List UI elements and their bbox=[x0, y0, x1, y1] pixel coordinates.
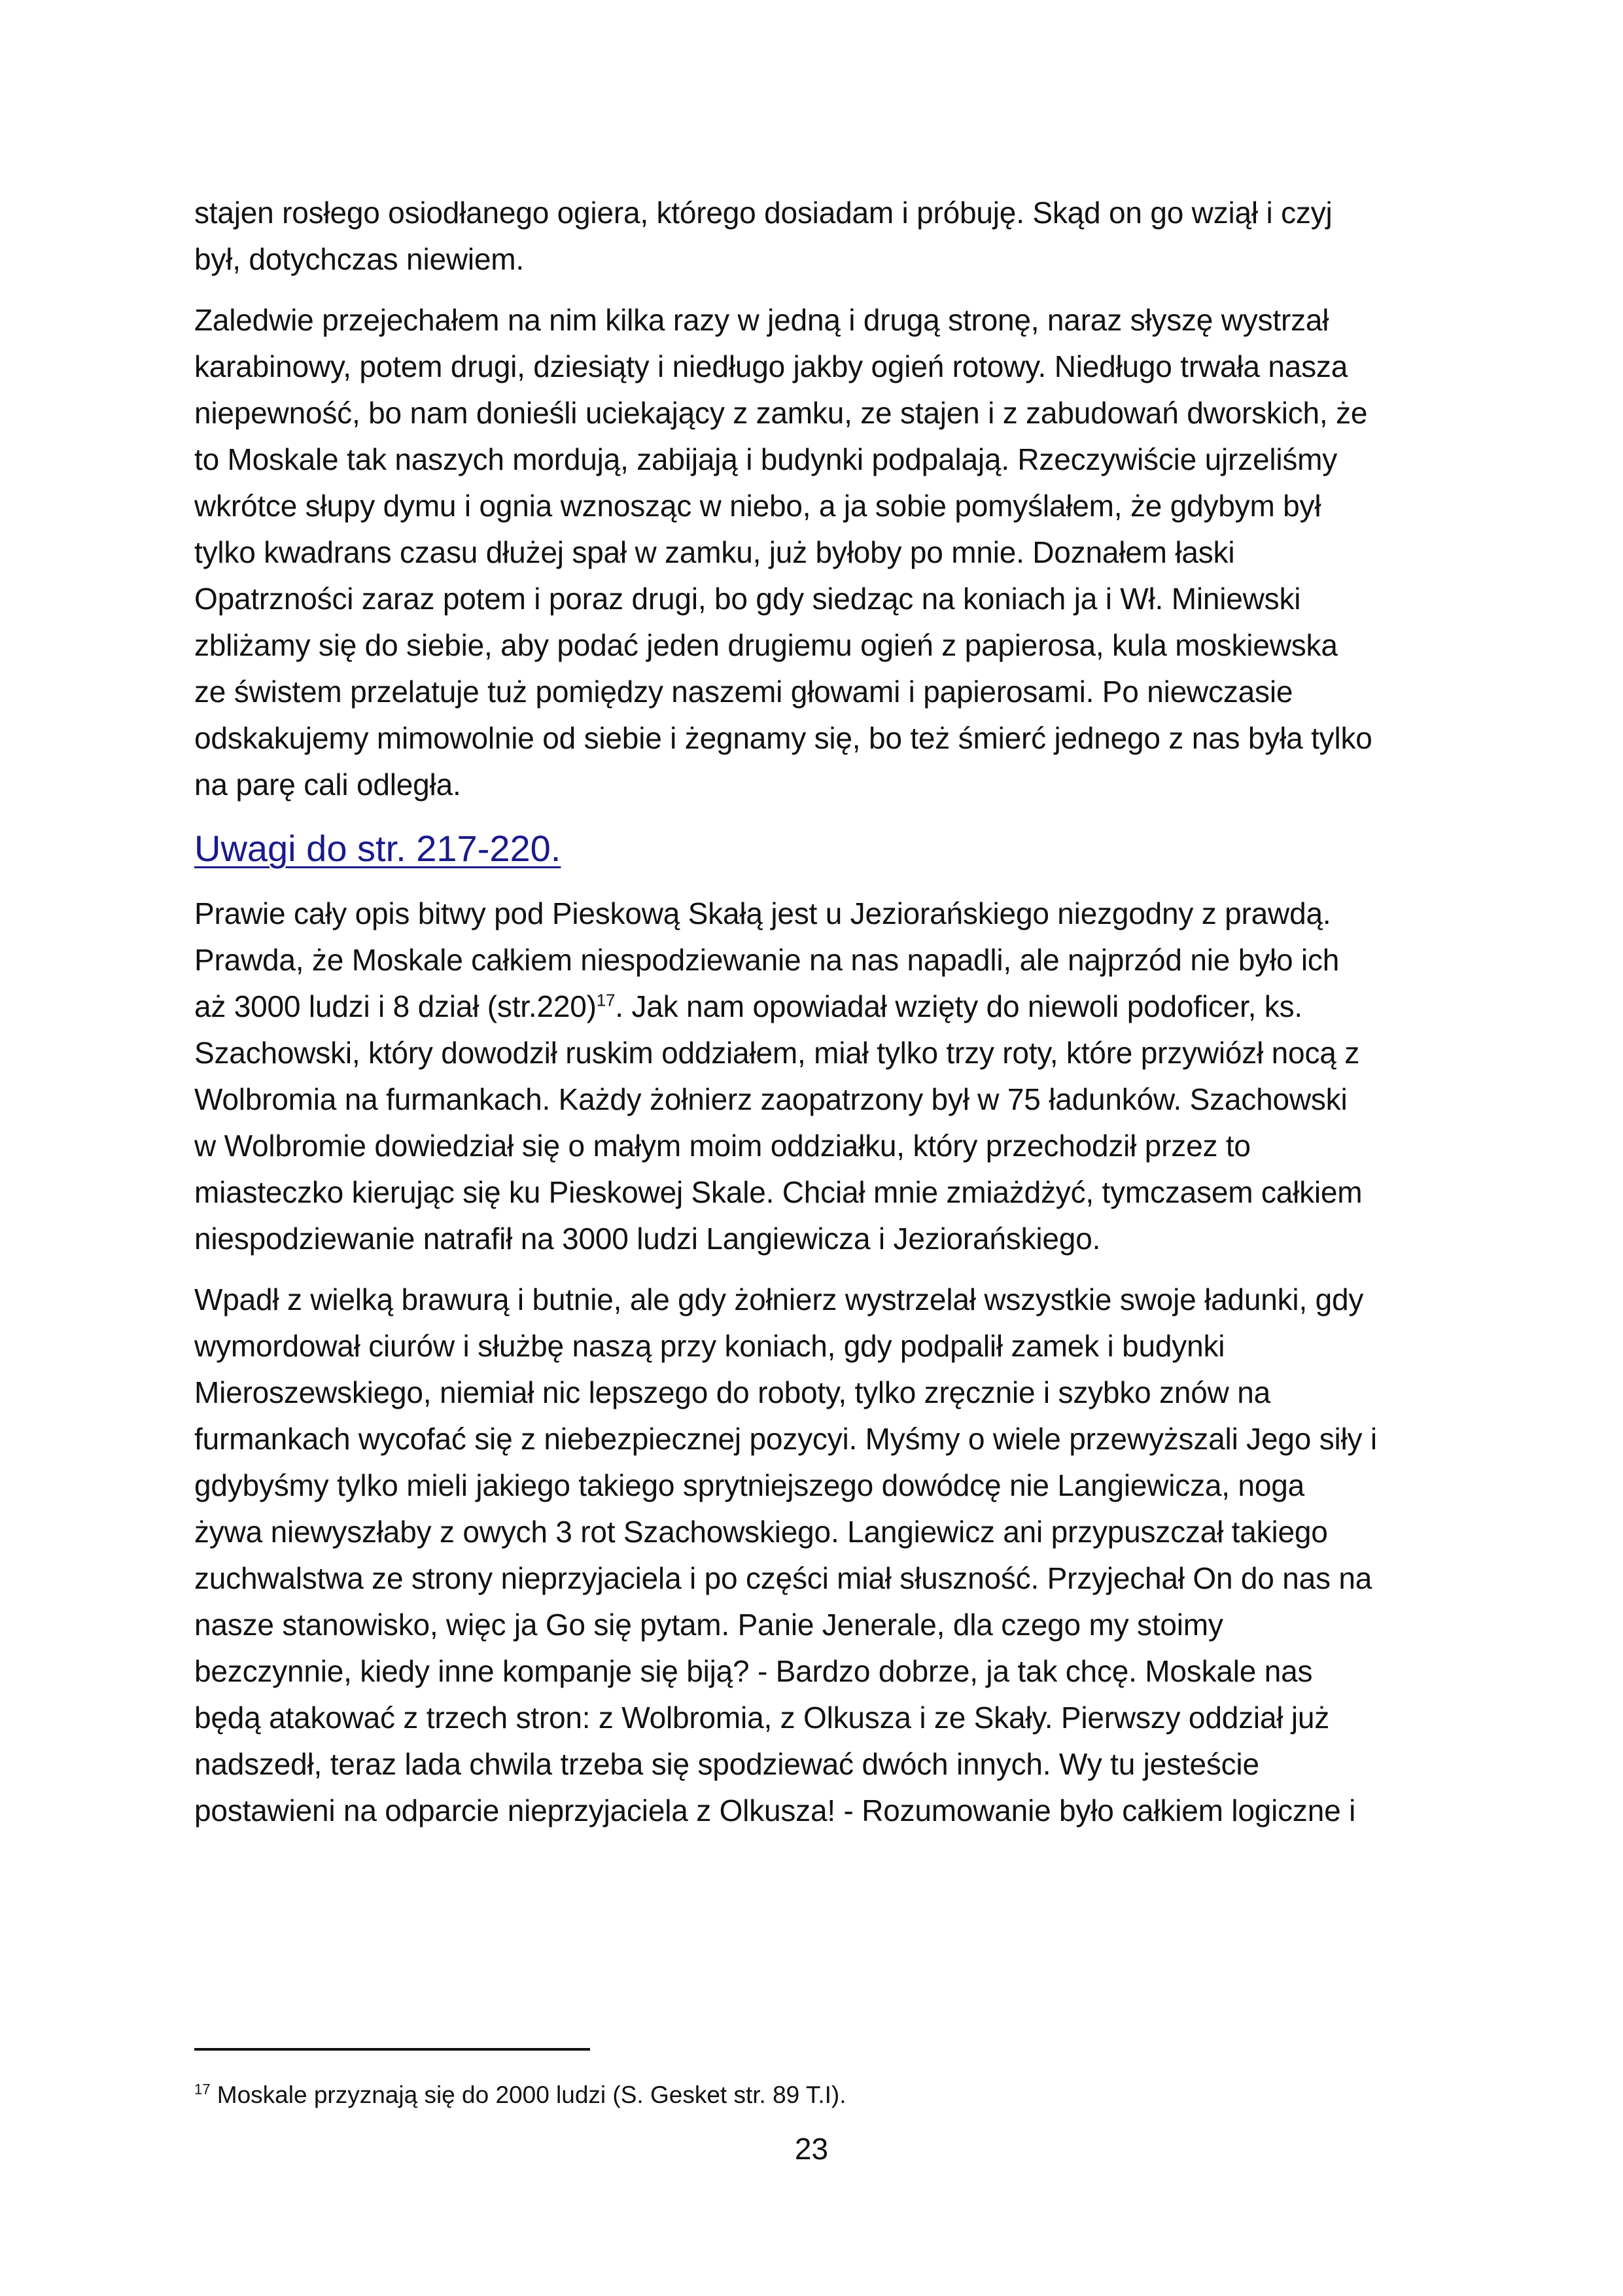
text-line: stajen rosłego osiodłanego ogiera, którego dosiadam i próbuję. Skąd on go wziął i czyj bbox=[194, 196, 1333, 230]
text-line: ze świstem przelatuje tuż pomiędzy naszemi głowami i papierosami. Po niewczasie bbox=[194, 675, 1293, 709]
text-line: odskakujemy mimowolnie od siebie i żegnamy się, bo też śmierć jednego z nas była tylko bbox=[194, 721, 1372, 755]
paragraph-1 bbox=[194, 190, 1437, 283]
paragraph-4 bbox=[194, 1277, 1437, 1834]
text-line: żywa niewyszłaby z owych 3 rot Szachowskiego. Langiewicz ani przypuszczał takiego bbox=[194, 1515, 1328, 1549]
text-line: Wpadł z wielką brawurą i butnie, ale gdy żołnierz wystrzelał wszystkie swoje ładunki, gdy bbox=[194, 1282, 1364, 1316]
text-line: wymordował ciurów i służbę naszą przy koniach, gdy podpalił zamek i budynki bbox=[194, 1329, 1225, 1363]
text-line: na parę cali odległa. bbox=[194, 768, 461, 802]
section-heading[interactable]: Uwagi do str. 217-220. bbox=[194, 828, 561, 869]
text-segment: aż 3000 ludzi i 8 dział (str.220) bbox=[194, 989, 597, 1023]
text-line: zuchwalstwa ze strony nieprzyjaciela i po części miał słuszność. Przyjechał On do nas na bbox=[194, 1561, 1372, 1595]
text-line: Opatrzności zaraz potem i poraz drugi, bo gdy siedząc na koniach ja i Wł. Miniewski bbox=[194, 582, 1301, 616]
text-line-with-footnote-ref bbox=[194, 983, 1437, 1030]
text-line: Prawda, że Moskale całkiem niespodziewanie na nas napadli, ale najprzód nie było ich bbox=[194, 943, 1340, 977]
text-line: zbliżamy się do siebie, aby podać jeden drugiemu ogień z papierosa, kula moskiewska bbox=[194, 628, 1338, 662]
text-line: furmankach wycofać się z niebezpiecznej pozycyi. Myśmy o wiele przewyższali Jego siły i bbox=[194, 1422, 1377, 1456]
text-line: Szachowski, który dowodził ruskim oddziałem, miał tylko trzy roty, które przywiózł nocą z bbox=[194, 1036, 1360, 1070]
text-line: będą atakować z trzech stron: z Wolbromia, z Olkusza i ze Skały. Pierwszy oddział już bbox=[194, 1701, 1330, 1735]
text-line: nadszedł, teraz lada chwila trzeba się spodziewać dwóch innych. Wy tu jesteście bbox=[194, 1747, 1259, 1781]
text-line: w Wolbromie dowiedział się o małym moim oddziałku, który przechodził przez to bbox=[194, 1129, 1251, 1163]
footnote bbox=[194, 2079, 846, 2111]
text-segment: . Jak nam opowiadał wzięty do niewoli podoficer, ks. bbox=[615, 989, 1302, 1023]
text-line: Prawie cały opis bitwy pod Pieskową Skałą jest u Jeziorańskiego niezgodny z prawdą. bbox=[194, 896, 1331, 930]
footnote-text: Moskale przyznają się do 2000 ludzi (S. Gesket str. 89 T.I). bbox=[210, 2081, 846, 2108]
footnote-separator bbox=[194, 2048, 590, 2051]
paragraph-2 bbox=[194, 297, 1437, 808]
text-line: Wolbromia na furmankach. Każdy żołnierz zaopatrzony był w 75 ładunków. Szachowski bbox=[194, 1082, 1348, 1116]
text-line: to Moskale tak naszych mordują, zabijają i budynki podpalają. Rzeczywiście ujrzeliśmy bbox=[194, 442, 1338, 476]
text-line: niespodziewanie natrafił na 3000 ludzi Langiewicza i Jeziorańskiego. bbox=[194, 1222, 1101, 1256]
text-line: karabinowy, potem drugi, dziesiąty i niedługo jakby ogień rotowy. Niedługo trwała nasza bbox=[194, 349, 1348, 383]
footnote-reference[interactable]: 17 bbox=[596, 990, 616, 1010]
text-line: gdybyśmy tylko mieli jakiego takiego sprytniejszego dowódcę nie Langiewicza, noga bbox=[194, 1468, 1304, 1502]
text-line: niepewność, bo nam donieśli uciekający z zamku, ze stajen i z zabudowań dworskich, że bbox=[194, 396, 1368, 430]
text-line: miasteczko kierując się ku Pieskowej Skale. Chciał mnie zmiażdżyć, tymczasem całkiem bbox=[194, 1175, 1363, 1209]
page-body bbox=[194, 190, 1437, 1848]
text-line: był, dotychczas niewiem. bbox=[194, 242, 524, 276]
text-line: wkrótce słupy dymu i ognia wznosząc w niebo, a ja sobie pomyślałem, że gdybym był bbox=[194, 489, 1321, 523]
text-line: bezczynnie, kiedy inne kompanje się biją? - Bardzo dobrze, ja tak chcę. Moskale nas bbox=[194, 1654, 1313, 1688]
text-line: tylko kwadrans czasu dłużej spał w zamku, już byłoby po mnie. Doznałem łaski bbox=[194, 535, 1235, 569]
text-line: nasze stanowisko, więc ja Go się pytam. Panie Jenerale, dla czego my stoimy bbox=[194, 1608, 1223, 1642]
paragraph-3 bbox=[194, 891, 1437, 1262]
text-line: Zaledwie przejechałem na nim kilka razy w jedną i drugą stronę, naraz słyszę wystrzał bbox=[194, 303, 1329, 337]
page-number: 23 bbox=[794, 2132, 829, 2166]
text-line: postawieni na odparcie nieprzyjaciela z Olkusza! - Rozumowanie było całkiem logiczne i bbox=[194, 1793, 1356, 1828]
footnote-number: 17 bbox=[194, 2081, 211, 2098]
text-line: Mieroszewskiego, niemiał nic lepszego do roboty, tylko zręcznie i szybko znów na bbox=[194, 1375, 1271, 1409]
